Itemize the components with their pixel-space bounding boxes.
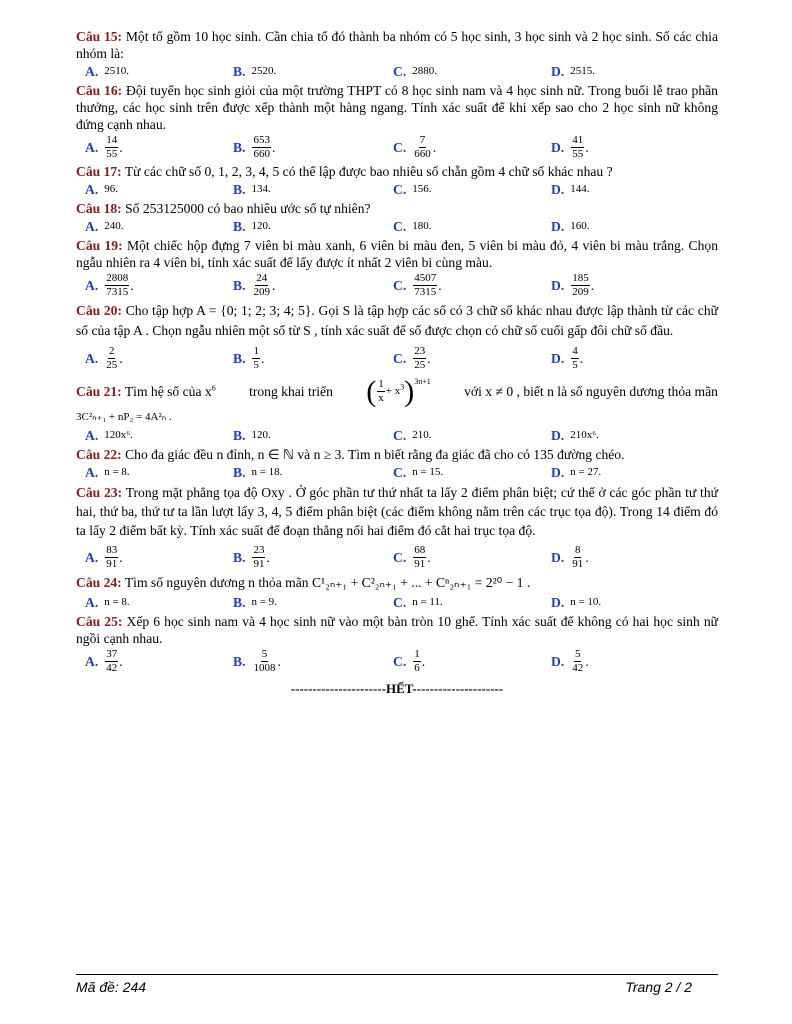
answer-option: D. $\frac{5}{42}$ . xyxy=(551,648,589,674)
answer-option: C. n = 11. xyxy=(393,595,443,610)
answer-option: B. $\frac{23}{91}$ . xyxy=(233,544,270,570)
fraction: $\frac{23}{91}$ xyxy=(253,544,265,570)
option-value: 2510. xyxy=(104,65,129,77)
question-20: Câu 20: Cho tập hợp A = {0; 1; 2; 3; 4; 5}. Gọi S là tập hợp các số có 3 chữ số khác nhau được lập thành từ các chữ số của tập A . Chọn ngẫu nhiên một số từ S , tính xác suất để số được chọn có chữ số cuối gấp đôi chữ số đầu. A. $\frac{2}{25}$ . B. $\frac{1}{5}$ . C. $\frac{23}{25}$ . D. $\frac{4}{5}$ . xyxy=(76,303,718,371)
question-19: Câu 19: Một chiếc hộp đựng 7 viên bi màu xanh, 6 viên bi màu đen, 5 viên bi màu đỏ, 4 viên bi màu trắng. Chọn ngẫu nhiên ra 4 viên bi, tính xác suất để lấy được ít nhất 2 viên bi cùng màu. A. $\frac{2808}{7315}$ . B. $\frac{24}{209}$ . C. $\frac{4507}{7315}$ . D. $\frac{185}{209}$ . xyxy=(76,238,718,298)
question-23: Câu 23: Trong mặt phẳng tọa độ Oxy . Ở góc phần tư thứ nhất ta lấy 2 điểm phân biệt; cứ thế ở các góc phần tư thứ hai, thứ ba, thứ tư ta lần lượt lấy 3, 4, 5 điểm phân biệt (các điểm không nằm trên các trục tọa độ). Trong 14 điểm đó ta lấy 2 điểm bất kỳ. Tính xác suất để đoạn thẳng nối hai điểm đó cắt hai trục tọa độ. A. $\frac{83}{91}$ . B. $\frac{23}{91}$ . C. $\frac{68}{91}$ . D. $\frac{8}{91}$ . xyxy=(76,485,718,570)
condition: 3C²ₙ₊₁ + nP₂ = 4A²ₙ . xyxy=(76,411,172,423)
option-letter: B. xyxy=(233,182,246,197)
option-value: 2515. xyxy=(570,65,595,77)
option-letter: D. xyxy=(551,550,565,565)
page-footer xyxy=(76,974,718,995)
option-letter: B. xyxy=(233,64,246,79)
fraction: $\frac{7}{660}$ xyxy=(414,134,431,160)
option-letter: B. xyxy=(233,140,246,155)
question-24: Câu 24: Tìm số nguyên dương n thỏa mãn C¹₂ₙ₊₁ + C²₂ₙ₊₁ + ... + Cⁿ₂ₙ₊₁ = 2²⁰ − 1 . A. n = 8. B. n = 9. C. n = 11. D. n = 10. xyxy=(76,574,718,611)
fraction: $\frac{4}{5}$ xyxy=(572,345,578,371)
option-letter: C. xyxy=(393,64,407,79)
answer-option: D. 144. xyxy=(551,182,590,197)
answer-option: B. $\frac{1}{5}$ . xyxy=(233,345,265,371)
fraction: $\frac{5}{1008}$ xyxy=(253,648,276,674)
answer-option: A. 120x⁶. xyxy=(85,428,133,443)
binomial-expression: ( $\frac{1}{x}$ + $x^3$ ) $^{3n+1}$ xyxy=(366,374,431,408)
option-letter: C. xyxy=(393,278,407,293)
answer-option: C. 156. xyxy=(393,182,432,197)
option-letter: A. xyxy=(85,219,99,234)
fraction: $\frac{5}{42}$ xyxy=(572,648,584,674)
fraction: $\frac{185}{209}$ xyxy=(572,272,589,298)
fraction: $\frac{1}{6}$ xyxy=(414,648,420,674)
fraction: $\frac{23}{25}$ xyxy=(414,345,426,371)
option-value: 2880. xyxy=(412,65,437,77)
option-letter: D. xyxy=(551,465,565,480)
answer-option xyxy=(393,63,551,80)
answer-option: A. 240. xyxy=(85,219,124,234)
answer-option: A. 96. xyxy=(85,182,118,197)
option-letter: D. xyxy=(551,351,565,366)
option-letter: D. xyxy=(551,182,565,197)
option-letter: A. xyxy=(85,550,99,565)
answer-option: B. 120. xyxy=(233,219,271,234)
answer-option: D. n = 27. xyxy=(551,465,602,480)
answer-option: A. $\frac{2}{25}$ . xyxy=(85,345,123,371)
answer-option: C. $\frac{23}{25}$ . xyxy=(393,345,431,371)
answer-option: B. n = 18. xyxy=(233,465,283,480)
answer-option: A. $\frac{83}{91}$ . xyxy=(85,544,123,570)
answer-option: D. n = 10. xyxy=(551,595,602,610)
answer-option: C. n = 15. xyxy=(393,465,444,480)
answer-option: B. $\frac{5}{1008}$ . xyxy=(233,648,281,674)
option-letter: B. xyxy=(233,654,246,669)
question-16: Câu 16: Đội tuyển học sinh giỏi của một trường THPT có 8 học sinh nam và 4 học sinh nữ. Trong buổi lễ trao phần thưởng, các học sinh trên được xếp thành một hàng ngang. Tính xác suất để khi xếp sao cho 2 học sinh nữ không đứng cạnh nhau. A. $\frac{14}{55}$ . B. $\frac{653}{660}$ . C. $\frac{7}{660}$ . D. $\frac{41}{55}$ . xyxy=(76,83,718,160)
option-letter: D. xyxy=(551,278,565,293)
answer-option: D. $\frac{8}{91}$ . xyxy=(551,544,589,570)
answer-option: D. 160. xyxy=(551,219,590,234)
fraction: $\frac{83}{91}$ xyxy=(106,544,118,570)
answer-option: B. 120. xyxy=(233,428,271,443)
answer-option xyxy=(551,63,711,80)
answer-option: D. $\frac{185}{209}$ . xyxy=(551,272,595,298)
option-letter: C. xyxy=(393,182,407,197)
option-value: 2520. xyxy=(251,65,277,77)
answer-option: A. $\frac{2808}{7315}$ . xyxy=(85,272,134,298)
option-letter: B. xyxy=(233,219,246,234)
option-letter: A. xyxy=(85,64,99,79)
option-letter: D. xyxy=(551,428,565,443)
question-17: Câu 17: Từ các chữ số 0, 1, 2, 3, 4, 5 có thể lập được bao nhiêu số chẵn gồm 4 chữ số khác nhau ? A. 96. B. 134. C. 156. D. 144. xyxy=(76,163,718,198)
answer-option: C. $\frac{1}{6}$ . xyxy=(393,648,426,674)
answer-option: B. n = 9. xyxy=(233,595,277,610)
answer-option: D. 210x⁶. xyxy=(551,428,599,443)
option-letter: A. xyxy=(85,465,99,480)
answer-option: B. $\frac{24}{209}$ . xyxy=(233,272,276,298)
option-letter: D. xyxy=(551,654,565,669)
fraction: $\frac{8}{91}$ xyxy=(572,544,584,570)
answer-option: A. n = 8. xyxy=(85,465,130,480)
question-25: Câu 25: Xếp 6 học sinh nam và 4 học sinh nữ vào một bàn tròn 10 ghế. Tính xác suất để không có hai học sinh nữ ngồi cạnh nhau. A. $\frac{37}{42}$ . B. $\frac{5}{1008}$ . C. $\frac{1}{6}$ . D. $\frac{5}{42}$ . xyxy=(76,614,718,674)
answer-option: D. $\frac{4}{5}$ . xyxy=(551,345,584,371)
answer-option: A. n = 8. xyxy=(85,595,130,610)
option-letter: A. xyxy=(85,278,99,293)
option-letter: B. xyxy=(233,550,246,565)
option-letter: A. xyxy=(85,428,99,443)
answer-option: C. $\frac{7}{660}$ . xyxy=(393,134,437,160)
option-letter: A. xyxy=(85,654,99,669)
option-letter: B. xyxy=(233,351,246,366)
option-letter: C. xyxy=(393,428,407,443)
option-letter: B. xyxy=(233,465,246,480)
option-letter: C. xyxy=(393,140,407,155)
fraction: $\frac{653}{660}$ xyxy=(253,134,270,160)
end-marker: ----------------------HẾT--------------------- xyxy=(290,681,504,696)
fraction: $\frac{2808}{7315}$ xyxy=(106,272,129,298)
option-letter: D. xyxy=(551,219,565,234)
answer-option: C. 210. xyxy=(393,428,432,443)
answer-option xyxy=(233,63,393,80)
exam-page xyxy=(76,28,718,697)
answer-option: A. $\frac{37}{42}$ . xyxy=(85,648,123,674)
question-21: Câu 21: Tìm hệ số của $x^6$ trong khai triển ( $\frac{1}{x}$ + $x^3$ ) $^{3n+1}$ với x ≠ 0 , biết n là số nguyên dương thỏa mãn 3C²ₙ₊₁ + nP₂ = 4A²ₙ . A. 120x⁶. B. 120. C. 210. D. 210x⁶. xyxy=(76,374,718,443)
answer-option: A. $\frac{14}{55}$ . xyxy=(85,134,123,160)
answer-option: C. $\frac{68}{91}$ . xyxy=(393,544,431,570)
answer-option: D. $\frac{41}{55}$ . xyxy=(551,134,589,160)
option-letter: D. xyxy=(551,595,565,610)
fraction: $\frac{1}{5}$ xyxy=(253,345,259,371)
option-letter: C. xyxy=(393,654,407,669)
question-18: Câu 18: Số 253125000 có bao nhiêu ước số tự nhiên? A. 240. B. 120. C. 180. D. 160. xyxy=(76,200,718,235)
page-number: Trang 2 / 2 xyxy=(625,979,692,995)
answer-option: C. 180. xyxy=(393,219,432,234)
option-letter: C. xyxy=(393,465,407,480)
answer-option: B. $\frac{653}{660}$ . xyxy=(233,134,276,160)
fraction: $\frac{41}{55}$ xyxy=(572,134,584,160)
exam-code: Mã đề: 244 xyxy=(76,979,147,995)
answer-option: B. 134. xyxy=(233,182,271,197)
fraction: $\frac{4507}{7315}$ xyxy=(414,272,437,298)
option-letter: A. xyxy=(85,595,99,610)
answer-option xyxy=(76,63,233,80)
fraction: $\frac{68}{91}$ xyxy=(414,544,426,570)
option-letter: C. xyxy=(393,550,407,565)
option-letter: B. xyxy=(233,278,246,293)
question-15: Câu 15: Một tổ gồm 10 học sinh. Cần chia tổ đó thành ba nhóm có 5 học sinh, 3 học sinh và 2 học sinh. Số các chia nhóm là: A. 2510. B. 2520. C. 2880. D. 2515. xyxy=(76,29,718,79)
option-letter: A. xyxy=(85,351,99,366)
option-letter: C. xyxy=(393,351,407,366)
option-letter: D. xyxy=(551,64,565,79)
option-letter: A. xyxy=(85,140,99,155)
option-letter: B. xyxy=(233,595,246,610)
answer-option: C. $\frac{4507}{7315}$ . xyxy=(393,272,442,298)
option-letter: C. xyxy=(393,219,407,234)
option-letter: B. xyxy=(233,428,246,443)
option-letter: D. xyxy=(551,140,565,155)
fraction: $\frac{14}{55}$ xyxy=(106,134,118,160)
question-22: Câu 22: Cho đa giác đều n đỉnh, n ∈ ℕ và n ≥ 3. Tìm n biết rằng đa giác đã cho có 135 đường chéo. A. n = 8. B. n = 18. C. n = 15. D. n = 27. xyxy=(76,446,718,481)
fraction: $\frac{2}{25}$ xyxy=(106,345,118,371)
fraction: $\frac{24}{209}$ xyxy=(253,272,270,298)
option-letter: C. xyxy=(393,595,407,610)
option-letter: A. xyxy=(85,182,99,197)
fraction: $\frac{37}{42}$ xyxy=(106,648,118,674)
